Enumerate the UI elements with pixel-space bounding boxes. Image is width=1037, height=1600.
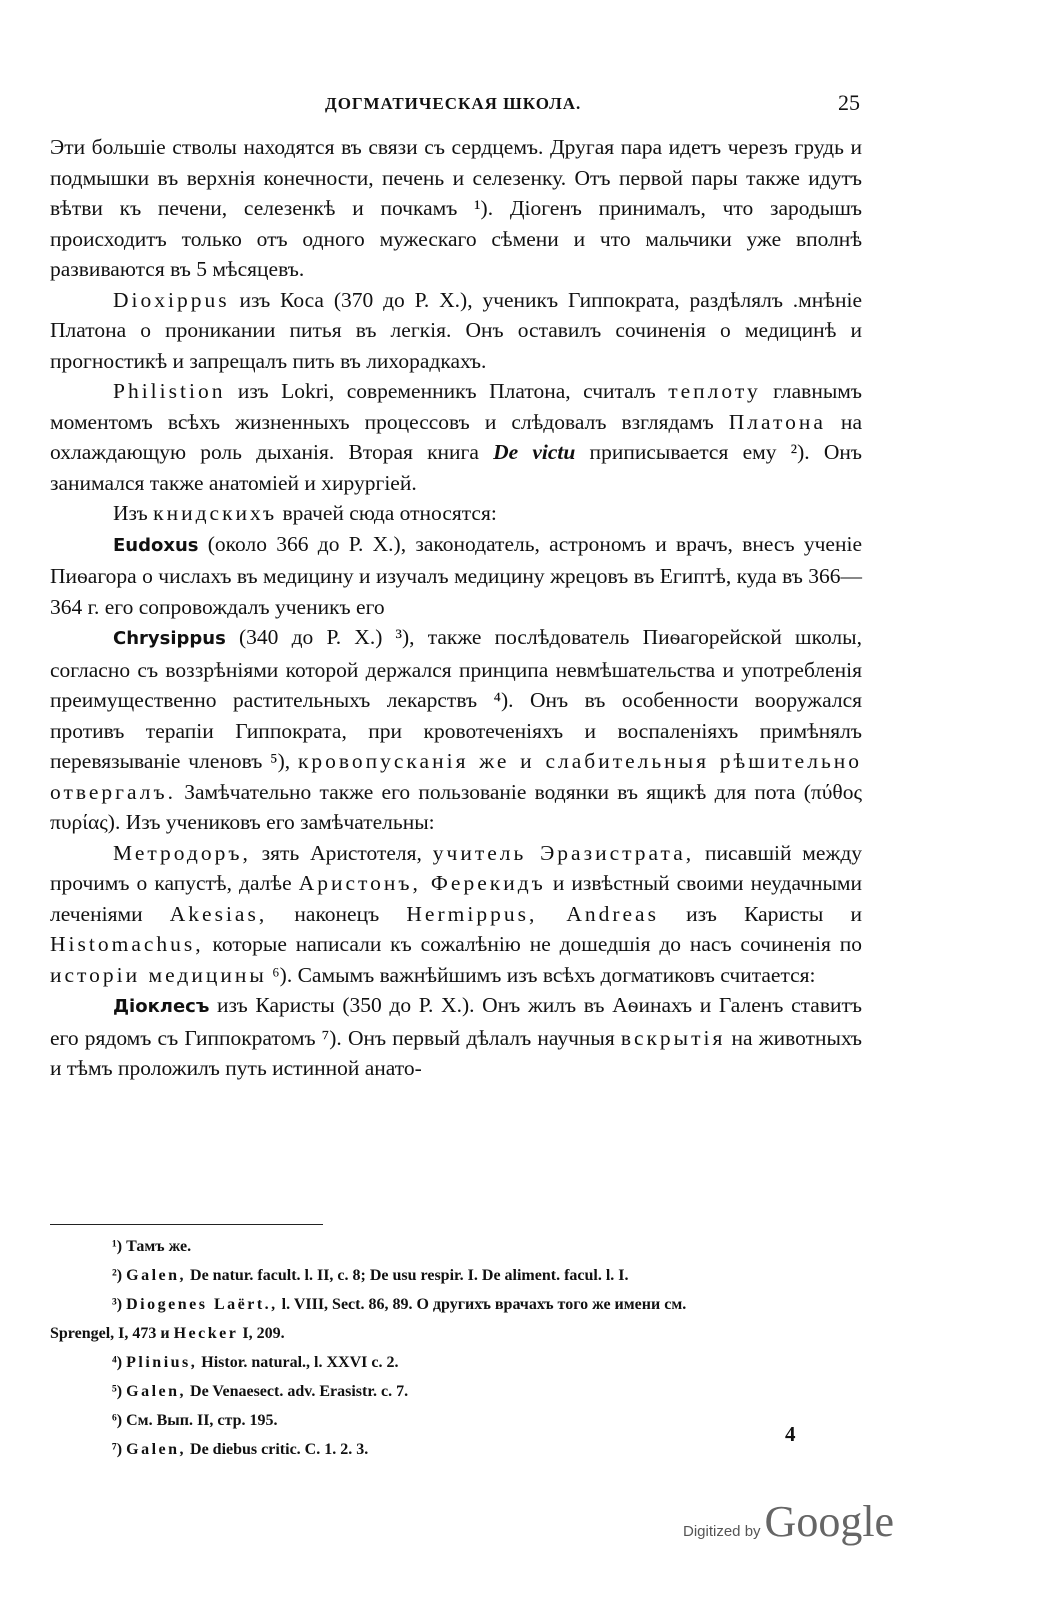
text-segment: Sprengel, I, 473 и [50, 1325, 174, 1342]
text-segment: Замѣчательно также его пользованіе водянки въ ящикѣ для пота (πύθος πυρίας). Изъ учениковъ его замѣчательны: [50, 779, 862, 834]
footnote-7 [50, 1435, 862, 1464]
spaced-word: вскрытія [620, 1025, 726, 1050]
footnote-marker: ³) [112, 1296, 127, 1313]
text-segment: и извѣстный своими неудачными леченіями [50, 871, 863, 926]
text-segment: врачей сюда относятся: [277, 501, 497, 525]
text-segment: приписывается ему ²). Онъ занимался также анатоміей и хирургіей. [50, 440, 862, 495]
spaced-word: Galen, [126, 1441, 187, 1458]
spaced-word: Galen, [126, 1267, 187, 1284]
paragraph-dioxippus [50, 285, 862, 377]
text-segment: ⁶). Самымъ важнѣйшимъ изъ всѣхъ догматиковъ считается: [266, 962, 816, 987]
italic-title: De victu [493, 440, 576, 464]
paragraph-eudoxus [50, 529, 862, 623]
text-segment: наконецъ [267, 901, 407, 926]
text-segment: De natur. facult. l. II, c. 8; De usu respir. I. De aliment. facul. l. I. [186, 1267, 629, 1284]
footnote-4 [50, 1348, 862, 1377]
text-eudoxus: (около 366 до Р. Х.), законодатель, астрономъ и врачъ, внесъ ученіе Пиѳагора о числахъ въ медицину и изучалъ медицину жрецовъ въ Египтѣ, куда въ 366—364 г. его сопровождалъ ученикъ его [50, 531, 862, 619]
name-dioxippus: Dioxippus [113, 287, 230, 312]
text-segment: Histor. natural., l. XXVI c. 2. [197, 1354, 399, 1371]
text-segment: главнымъ моментомъ всѣхъ жизненныхъ процессовъ и слѣдовалъ взглядамъ [50, 379, 862, 434]
spaced-word: Histomachus, [50, 932, 204, 956]
footnote-rule [50, 1224, 323, 1225]
spaced-phrase: кровопусканія же и слабительныя рѣшительно отвергалъ. [50, 749, 863, 804]
paragraph-diocles [50, 990, 862, 1084]
text-segment: которые написали къ сожалѣнію не дошедшія до насъ сочиненія по [203, 932, 862, 956]
text-segment: De Venaesect. adv. Erasistr. c. 7. [186, 1383, 409, 1400]
spaced-word: теплоту [668, 379, 761, 403]
footnote-3 [50, 1290, 862, 1319]
running-header: ДОГМАТИЧЕСКАЯ ШКОЛА. [325, 94, 582, 113]
spaced-word: книдскихъ [153, 501, 278, 525]
text-segment: зять Аристотеля, [250, 840, 433, 865]
spaced-word: Hecker [173, 1325, 239, 1342]
name-diocles: Діоклесъ [113, 996, 210, 1017]
text-segment: Изъ [113, 501, 154, 525]
text-segment: писавшій между прочимъ о капустѣ, далѣе [50, 840, 863, 895]
spaced-word: Платона [728, 409, 826, 434]
paragraph-chrysippus [50, 622, 862, 838]
spaced-word: Plinius, [126, 1354, 198, 1371]
google-logo: Google [764, 1497, 895, 1546]
text-segment: De diebus critic. C. 1. 2. 3. [186, 1441, 369, 1458]
name-philistion: Philistion [113, 379, 226, 403]
paragraph-1: Эти большіе стволы находятся въ связи съ сердцемъ. Другая пара идетъ черезъ грудь и подмышки въ верхнія конечности, печень и селезенку. Отъ первой пары также идутъ вѣтви къ печени, селезенкѣ и почкамъ ¹). Діогенъ принималъ, что зародышъ происходитъ только отъ одного мужескаго сѣмени и что мальчики уже вполнѣ развиваются въ 5 мѣсяцевъ. [50, 135, 862, 281]
footnote-1: ¹) Тамъ же. [112, 1238, 192, 1255]
footnote-5 [50, 1377, 862, 1406]
text-segment: изъ Каристы (350 до Р. Х.). Онъ жилъ въ Аѳинахъ и Галенъ ставитъ его рядомъ съ Гиппократомъ ⁷). Онъ первый дѣлалъ научныя [50, 993, 862, 1050]
spaced-word: учитель Эразистрата, [432, 840, 695, 865]
paragraph-metrodorus [50, 838, 862, 991]
spaced-word: Galen, [126, 1383, 187, 1400]
footnote-6: ⁶) См. Вып. II, стр. 195. [112, 1412, 278, 1429]
paragraph-philistion [50, 376, 862, 498]
text-segment: I, 209. [238, 1325, 285, 1342]
spaced-word: Аристонъ, Ферекидъ [298, 871, 546, 895]
name-eudoxus: Eudoxus [113, 534, 199, 556]
footnote-marker: ⁴) [112, 1354, 127, 1371]
footnotes [50, 1232, 862, 1464]
page-number: 25 [838, 90, 860, 115]
spaced-word: Akesias, [169, 901, 268, 926]
text-segment: (340 до Р. Х.) ³), также послѣдователь Пиѳагорейской школы, согласно съ воззрѣніями которой держался принципа невмѣшательства и употребленія преимущественно растительныхъ лекарствъ ⁴). Онъ въ особенности вооружался противъ терапіи Гиппократа, при кровотеченіяхъ и воспаленіяхъ примѣнялъ перевязываніе членовъ ⁵), [50, 625, 862, 773]
signature-mark: 4 [785, 1422, 796, 1446]
text-segment: на охлаждающую роль дыханія. Вторая книга [50, 409, 862, 464]
paragraph-knidian [50, 498, 862, 529]
spaced-word: Diogenes Laërt., [126, 1296, 278, 1313]
text-segment: на животныхъ и тѣмъ проложилъ путь истинной анато- [50, 1025, 862, 1080]
footnote-marker: ²) [112, 1267, 127, 1284]
footnote-3-continued [50, 1319, 862, 1348]
footnote-2 [50, 1261, 862, 1290]
name-chrysippus: Chrysippus [113, 628, 226, 649]
spaced-word: Метродоръ, [113, 840, 251, 865]
main-text [50, 132, 862, 1084]
text-segment: изъ Каристы и [658, 901, 863, 926]
footnote-marker: ⁵) [112, 1383, 127, 1400]
text-segment: изъ Lokri, современникъ Платона, считалъ [225, 379, 669, 403]
watermark-by: Digitized by [683, 1523, 761, 1540]
text-segment: l. VIII, Sect. 86, 89. О другихъ врачахъ того же имени см. [277, 1296, 687, 1313]
spaced-word: Hermippus, Andreas [406, 901, 659, 926]
spaced-word: исторіи медицины [50, 962, 267, 987]
footnote-marker: ⁷) [112, 1441, 127, 1458]
digitized-watermark [683, 1496, 894, 1547]
text-dioxippus: изъ Коса (370 до Р. Х.), ученикъ Гиппократа, раздѣлялъ .мнѣніе Платона о проникании питья въ легкія. Онъ оставилъ сочиненія о медицинѣ и прогностикѣ и запрещалъ пить въ лихорадкахъ. [50, 287, 862, 373]
